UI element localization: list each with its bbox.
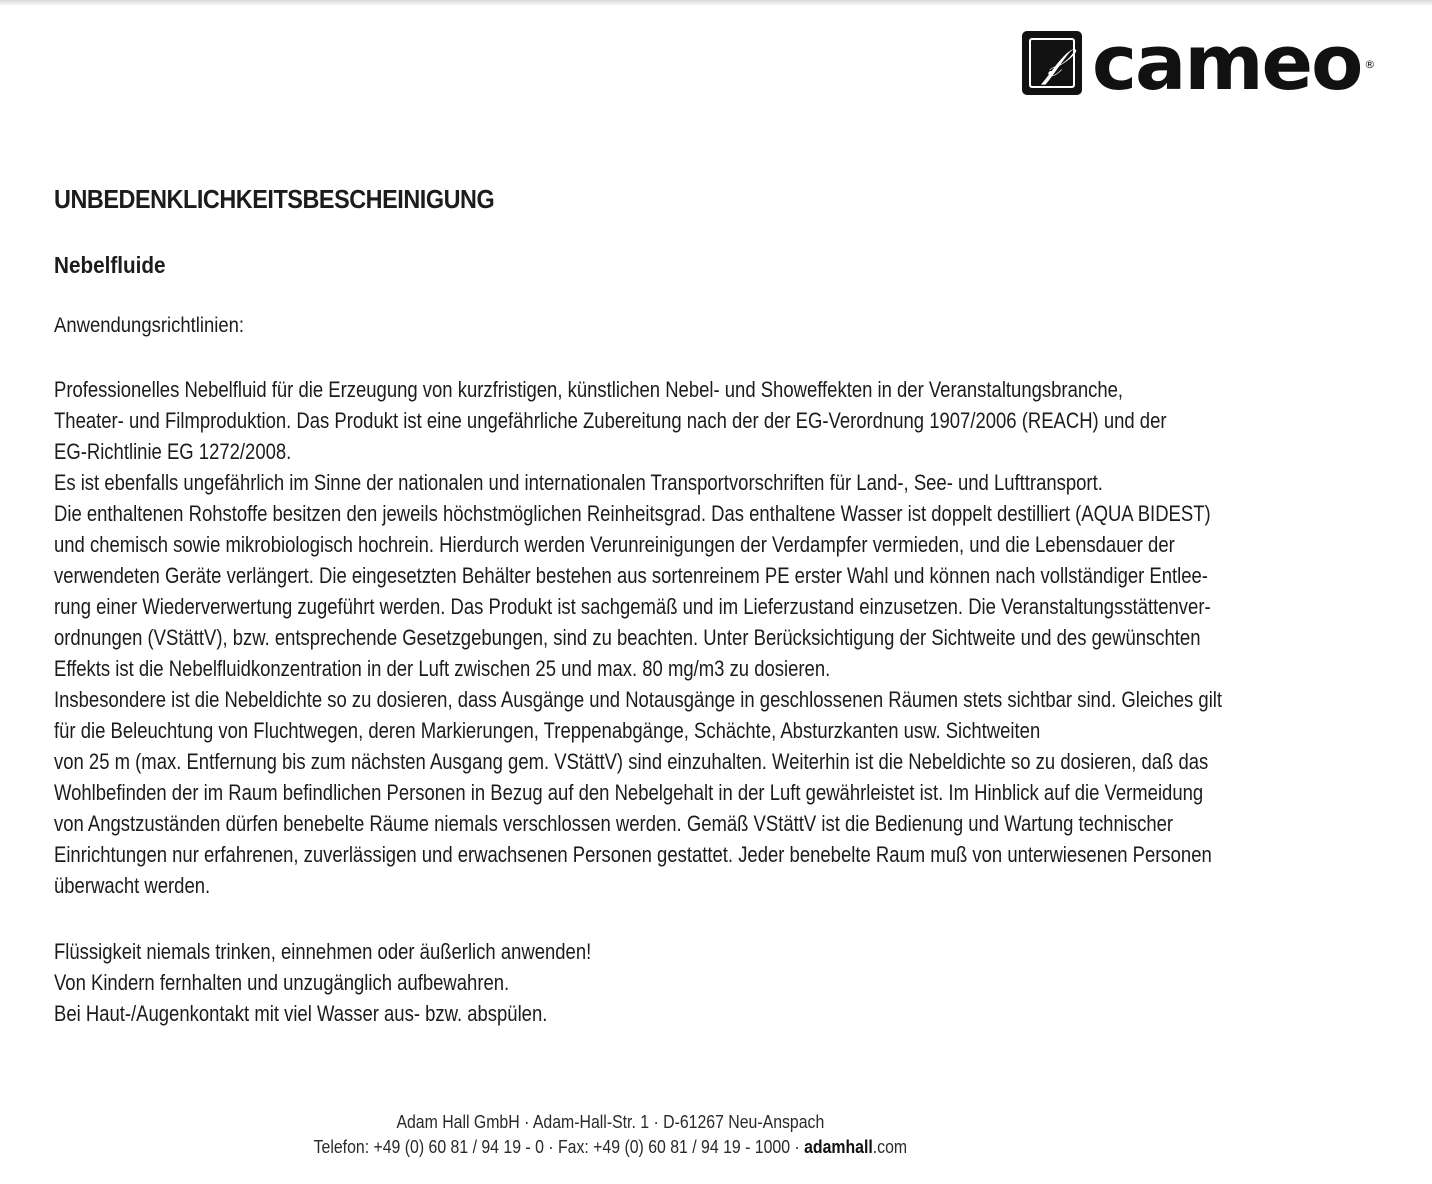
text-line: Es ist ebenfalls ungefährlich im Sinne der nationalen und internationalen Transportvorschriften für Land-, See- und Lufttransport. <box>54 470 1103 495</box>
text-line: Professionelles Nebelfluid für die Erzeugung von kurzfristigen, künstlichen Nebel- und Showeffekten in der Veranstaltungsbranche, <box>54 377 1124 402</box>
footer <box>74 1110 1148 1160</box>
text-line: ordnungen (VStättV), bzw. entsprechende Gesetzgebungen, sind zu beachten. Unter Berücksichtigung der Sichtweite und des gewünschten <box>54 625 1201 650</box>
text-line: von 25 m (max. Entfernung bis zum nächsten Ausgang gem. VStättV) sind einzuhalten. Weiterhin ist die Nebeldichte so zu dosieren, daß das <box>54 749 1209 774</box>
text-line: Einrichtungen nur erfahrenen, zuverlässigen und erwachsenen Personen gestattet. Jeder benebelte Raum muß von unterwiesenen Personen <box>54 842 1212 867</box>
cameo-logo-wordmark: cameo ® <box>1092 18 1376 107</box>
cameo-logo <box>1022 18 1376 107</box>
text-line: Effekts ist die Nebelfluidkonzentration in der Luft zwischen 25 und max. 80 mg/m3 zu dosieren. <box>54 656 831 681</box>
footer-address: Adam Hall GmbH · Adam-Hall-Str. 1 · D-61267 Neu-Anspach <box>396 1112 825 1132</box>
cameo-logo-mark: 𝒻 <box>1022 31 1082 95</box>
text-line: verwendeten Geräte verlängert. Die eingesetzten Behälter bestehen aus sortenreinem PE erster Wahl und können nach vollständiger Entlee- <box>54 563 1208 588</box>
text-line: rung einer Wiederverwertung zugeführt werden. Das Produkt ist sachgemäß und im Lieferzustand einzusetzen. Die Veranstaltungsstättenver- <box>54 594 1211 619</box>
text-line: Die enthaltenen Rohstoffe besitzen den jeweils höchstmöglichen Reinheitsgrad. Das enthaltene Wasser ist doppelt destilliert (AQUA BIDEST) <box>54 501 1211 526</box>
text-line: Theater- und Filmproduktion. Das Produkt ist eine ungefährliche Zubereitung nach der der EG-Verordnung 1907/2006 (REACH) und der <box>54 408 1167 433</box>
text-line: Wohlbefinden der im Raum befindlichen Personen in Bezug auf den Nebelgehalt in der Luft gewährleistet ist. Im Hinblick auf die Vermeidung <box>54 780 1204 805</box>
text-line: Bei Haut-/Augenkontakt mit viel Wasser aus- bzw. abspülen. <box>54 1001 548 1026</box>
text-line: EG-Richtlinie EG 1272/2008. <box>54 439 292 464</box>
page-top-edge <box>0 0 1432 6</box>
text-line: Flüssigkeit niemals trinken, einnehmen oder äußerlich anwenden! <box>54 939 592 964</box>
section-label: Anwendungsrichtlinien: <box>54 314 245 337</box>
footer-brand-bold: adamhall <box>804 1137 873 1157</box>
text-line: und chemisch sowie mikrobiologisch hochrein. Hierdurch werden Verunreinigungen der Verdampfer vermieden, und die Lebensdauer der <box>54 532 1175 557</box>
text-line: Von Kindern fernhalten und unzugänglich aufbewahren. <box>54 970 510 995</box>
body-paragraph <box>54 374 1415 901</box>
text-line: von Angstzuständen dürfen benebelte Räume niemals verschlossen werden. Gemäß VStättV ist die Bedienung und Wartung technischer <box>54 811 1174 836</box>
text-line: für die Beleuchtung von Fluchtwegen, deren Markierungen, Treppenabgänge, Schächte, Absturzkanten usw. Sichtweiten <box>54 718 1041 743</box>
document-title: UNBEDENKLICHKEITSBESCHEINIGUNG <box>54 184 495 214</box>
text-line: überwacht werden. <box>54 873 211 898</box>
safety-warnings <box>54 936 591 1029</box>
text-line: Insbesondere ist die Nebeldichte so zu dosieren, dass Ausgänge und Notausgänge in geschlossenen Räumen stets sichtbar sind. Gleiches gilt <box>54 687 1223 712</box>
registered-mark: ® <box>1364 58 1376 71</box>
document-subtitle: Nebelfluide <box>54 252 166 278</box>
footer-contact: Telefon: +49 (0) 60 81 / 94 19 - 0 · Fax: +49 (0) 60 81 / 94 19 - 1000 · adamhall.com <box>313 1137 908 1157</box>
